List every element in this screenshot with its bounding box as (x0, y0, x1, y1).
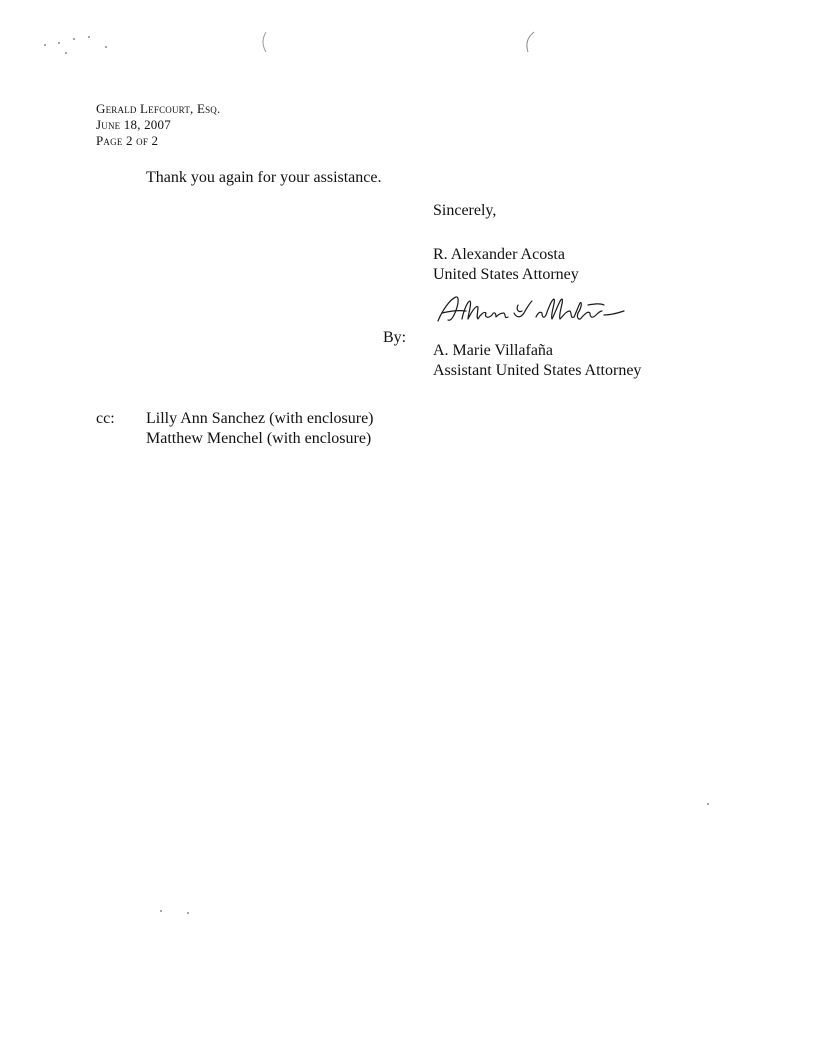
scan-speck (160, 910, 162, 912)
scan-mark (522, 30, 536, 54)
closing-salutation: Sincerely, (433, 202, 497, 219)
scan-speck (187, 912, 189, 914)
sender-name: R. Alexander Acosta (433, 246, 565, 263)
scan-mark (258, 30, 268, 54)
date-header: June 18, 2007 (96, 117, 171, 132)
signer-name: A. Marie Villafaña (433, 342, 554, 359)
scan-speck (65, 52, 67, 54)
by-label: By: (383, 329, 407, 346)
sender-title: United States Attorney (433, 266, 579, 283)
signer-block (433, 341, 641, 381)
cc-recipient: Lilly Ann Sanchez (with enclosure) (146, 410, 374, 427)
page-number-header: Page 2 of 2 (96, 133, 159, 148)
scan-speck (707, 803, 709, 805)
scan-speck (73, 38, 75, 40)
cc-label: cc: (96, 410, 115, 427)
handwritten-signature (432, 291, 628, 327)
scan-speck (88, 36, 90, 38)
recipient-header: Gerald Lefcourt, Esq. (96, 101, 221, 116)
cc-recipient: Matthew Menchel (with enclosure) (146, 430, 372, 447)
scan-speck (44, 44, 46, 46)
signer-title: Assistant United States Attorney (433, 362, 642, 379)
scan-speck (105, 46, 107, 48)
closing-paragraph: Thank you again for your assistance. (146, 169, 382, 186)
sender-block (433, 245, 579, 285)
page-header (96, 101, 220, 149)
cc-recipient-list (146, 409, 374, 449)
scan-speck (58, 42, 60, 44)
